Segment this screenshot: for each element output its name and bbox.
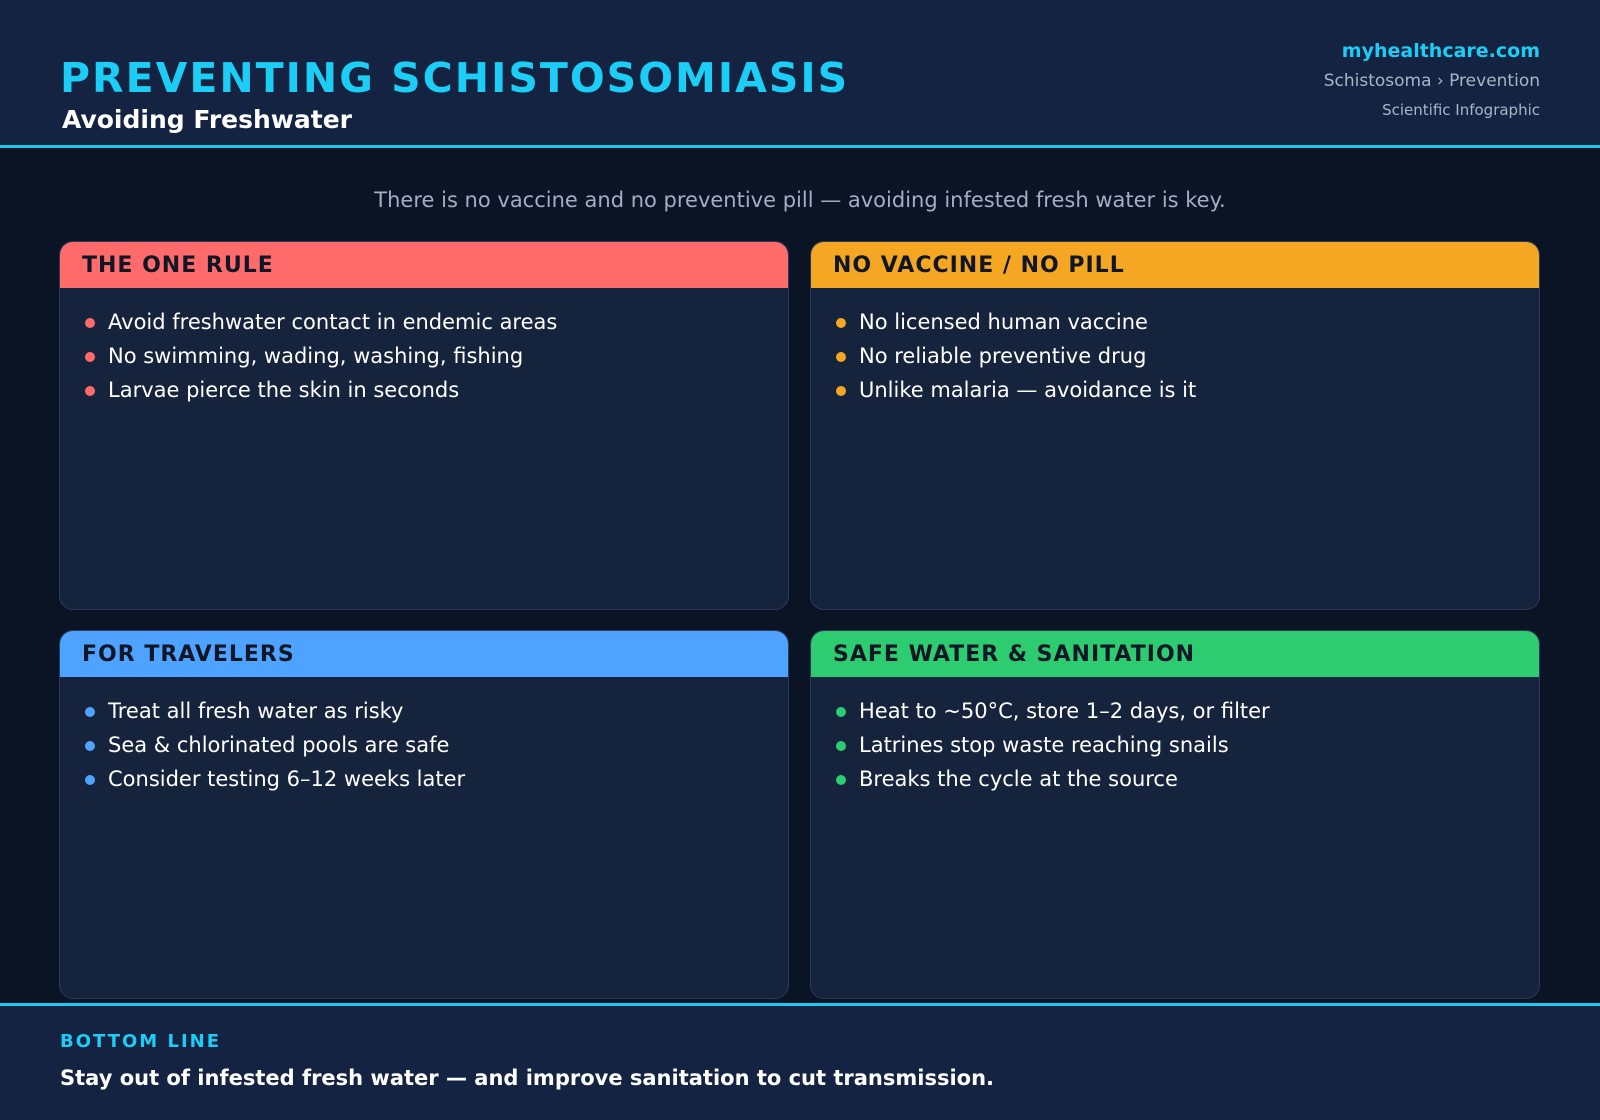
list-item	[836, 339, 1539, 373]
list-item-text: No reliable preventive drug	[859, 344, 1147, 368]
list-item	[836, 373, 1539, 407]
card-list	[60, 677, 788, 796]
bottom-line-label: BOTTOM LINE	[60, 1031, 221, 1052]
bullet-dot-icon	[836, 741, 846, 751]
bullet-dot-icon	[836, 775, 846, 785]
bullet-dot-icon	[85, 775, 95, 785]
card-list	[60, 288, 788, 407]
bullet-dot-icon	[836, 386, 846, 396]
list-item	[836, 762, 1539, 796]
bullet-dot-icon	[85, 741, 95, 751]
breadcrumb: Schistosoma › Prevention	[1323, 71, 1540, 91]
list-item	[85, 305, 788, 339]
card-safe-water	[810, 630, 1540, 999]
list-item-text: Sea & chlorinated pools are safe	[108, 733, 450, 757]
list-item	[85, 373, 788, 407]
header	[0, 0, 1600, 148]
list-item	[85, 762, 788, 796]
list-item	[85, 728, 788, 762]
card-header	[811, 242, 1539, 288]
list-item-text: Latrines stop waste reaching snails	[859, 733, 1229, 757]
bullet-dot-icon	[85, 386, 95, 396]
list-item	[836, 305, 1539, 339]
footer	[0, 1003, 1600, 1120]
bottom-line-text: Stay out of infested fresh water — and improve sanitation to cut transmission.	[60, 1066, 994, 1090]
page-title: PREVENTING SCHISTOSOMIASIS	[60, 54, 850, 102]
card-list	[811, 677, 1539, 796]
list-item-text: Consider testing 6–12 weeks later	[108, 767, 466, 791]
infographic-tagline: Scientific Infographic	[1382, 101, 1540, 119]
card-no-vaccine	[810, 241, 1540, 610]
list-item-text: Larvae pierce the skin in seconds	[108, 378, 460, 402]
site-link[interactable]: myhealthcare.com	[1341, 40, 1540, 62]
card-title: NO VACCINE / NO PILL	[833, 253, 1125, 278]
card-one-rule	[59, 241, 789, 610]
card-travelers	[59, 630, 789, 999]
card-title: FOR TRAVELERS	[82, 642, 295, 667]
card-header	[60, 631, 788, 677]
list-item	[85, 694, 788, 728]
card-header	[60, 242, 788, 288]
list-item-text: No licensed human vaccine	[859, 310, 1148, 334]
list-item-text: No swimming, wading, washing, fishing	[108, 344, 524, 368]
card-title: THE ONE RULE	[82, 253, 274, 278]
list-item	[836, 694, 1539, 728]
bullet-dot-icon	[85, 707, 95, 717]
card-header	[811, 631, 1539, 677]
list-item-text: Breaks the cycle at the source	[859, 767, 1178, 791]
list-item	[836, 728, 1539, 762]
list-item-text: Unlike malaria — avoidance is it	[859, 378, 1197, 402]
list-item-text: Heat to ~50°C, store 1–2 days, or filter	[859, 699, 1270, 723]
bullet-dot-icon	[836, 318, 846, 328]
bullet-dot-icon	[836, 707, 846, 717]
intro-text: There is no vaccine and no preventive pill — avoiding infested fresh water is key.	[374, 188, 1226, 212]
list-item	[85, 339, 788, 373]
list-item-text: Avoid freshwater contact in endemic areas	[108, 310, 558, 334]
card-title: SAFE WATER & SANITATION	[833, 642, 1196, 667]
bullet-dot-icon	[85, 352, 95, 362]
bullet-dot-icon	[836, 352, 846, 362]
list-item-text: Treat all fresh water as risky	[108, 699, 404, 723]
bullet-dot-icon	[85, 318, 95, 328]
card-list	[811, 288, 1539, 407]
page-subtitle: Avoiding Freshwater	[62, 105, 353, 134]
